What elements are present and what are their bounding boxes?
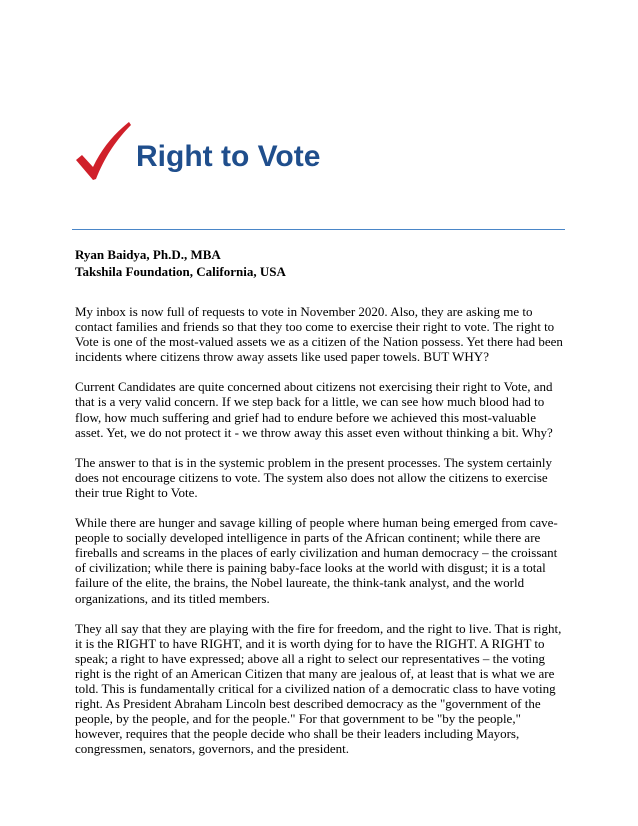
title-row (72, 112, 320, 182)
paragraph: While there are hunger and savage killing of people where human being emerged from cave-people to socially developed intelligence in parts of the African continent; while there are fireballs and screams in the places of early civilization and human democracy – the croissant of civilization; while there is paining baby-face looks at the world with disgust; it is a total failure of the elite, the brains, the Nobel laureate, the think-tank analyst, and the world organizations, and its titled members. (75, 515, 558, 606)
checkmark-icon (72, 120, 132, 182)
paragraph: They all say that they are playing with the fire for freedom, and the right to live. That is right, it is the RIGHT to have RIGHT, and it is worth dying for to have the RIGHT. A RIGHT to speak; a right to have expressed; above all a right to select our representatives – the voting right is the right of an American Citizen that many are jealous of, at least that is what we are told. This is fundamentally critical for a civilized nation of a democratic class to have voting right. As President Abraham Lincoln best described democracy as the "government of the people, by the people, and for the people." For that government to be "by the people," however, requires that the people decide who shall be their leaders including Mayors, congressmen, senators, governors, and the president. (75, 620, 562, 757)
article-body (75, 304, 567, 771)
title-divider (72, 229, 565, 230)
author-organization: Takshila Foundation, California, USA (75, 264, 286, 279)
paragraph: My inbox is now full of requests to vote in November 2020. Also, they are asking me to contact families and friends so that they too come to exercise their right to vote. The right to Vote is one of the most-valued assets we as a citizen of the Nation possess. Yet there had been incidents where citizens throw away assets like used paper towels. BUT WHY? (75, 304, 563, 365)
paragraph: Current Candidates are quite concerned about citizens not exercising their right to Vote, and that is a very valid concern. If we step back for a little, we can see how much blood had to flow, how much suffering and grief had to endure before we achieved this most-valuable asset. Yet, we do not protect it - we throw away this asset even without thinking a bit. Why? (75, 379, 553, 440)
page-title: Right to Vote (136, 140, 321, 173)
byline (75, 246, 286, 280)
author-name: Ryan Baidya, Ph.D., MBA (75, 247, 221, 262)
paragraph: The answer to that is in the systemic problem in the present processes. The system certainly does not encourage citizens to vote. The system also does not allow the citizens to exercise their true Right to Vote. (75, 454, 553, 500)
